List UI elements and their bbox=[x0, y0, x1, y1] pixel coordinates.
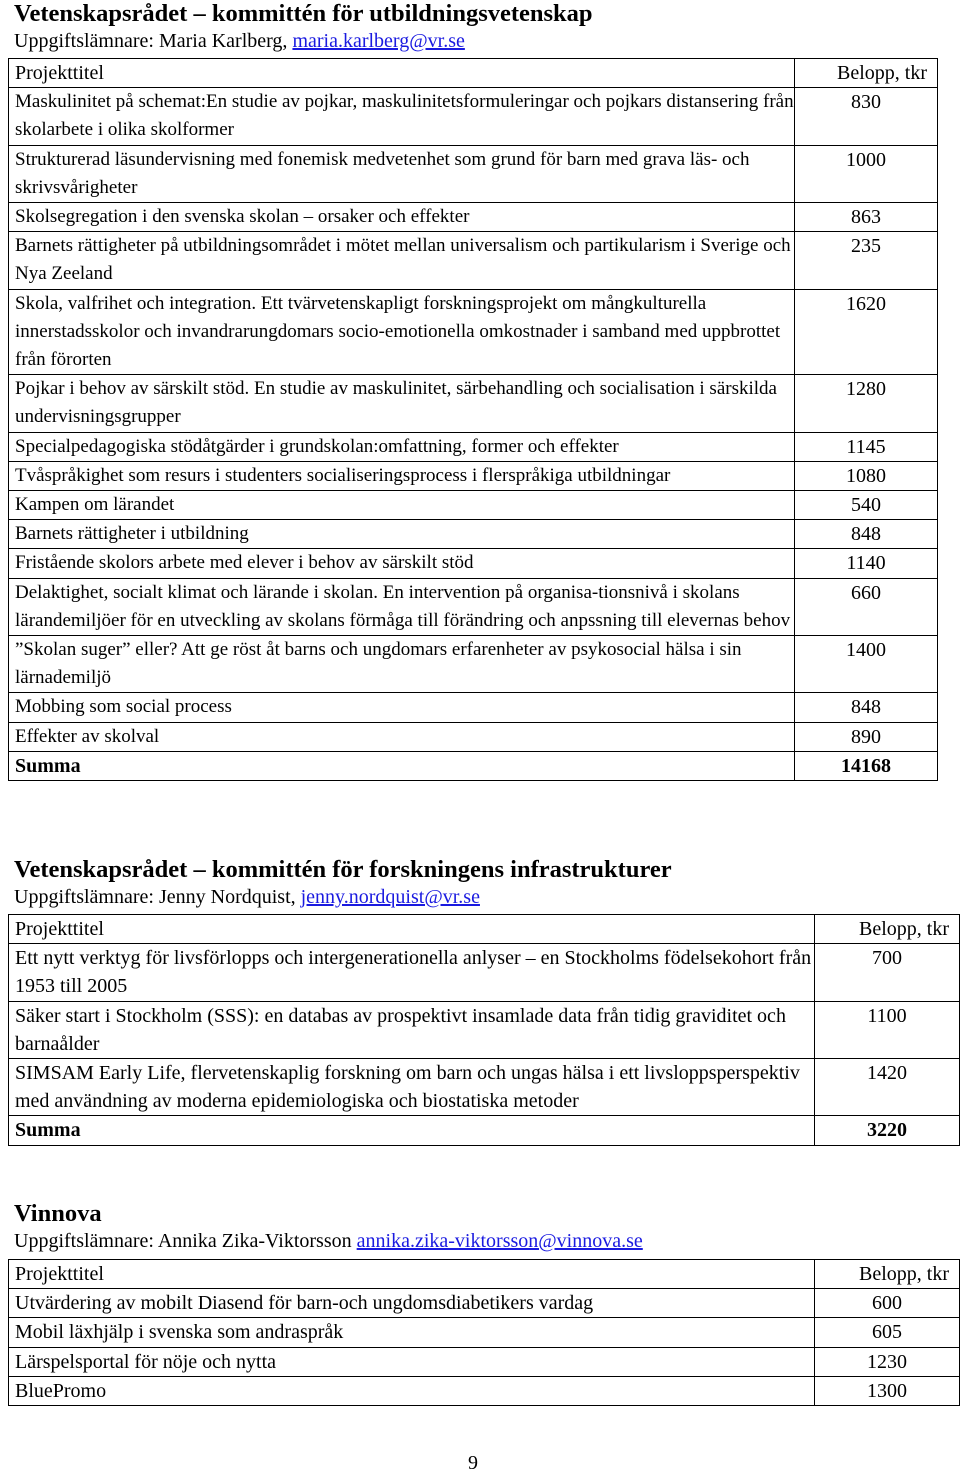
project-title: Fristående skolors arbete med elever i behov av särskilt stöd bbox=[9, 549, 795, 578]
section-vr-utbildningsvetenskap bbox=[14, 0, 593, 54]
informant-line bbox=[14, 28, 593, 54]
header-title: Projekttitel bbox=[9, 915, 815, 944]
project-amount: 1145 bbox=[795, 432, 938, 461]
project-title: Barnets rättigheter i utbildning bbox=[9, 520, 795, 549]
informant-label: Uppgiftslämnare: Maria Karlberg, bbox=[14, 30, 293, 52]
project-title: Ett nytt verktyg för livsförlopps och intergenerationella anlyser – en Stockholms födelsekohort från 1953 till 2005 bbox=[9, 944, 815, 1001]
section-vinnova bbox=[14, 1200, 643, 1254]
table-row bbox=[9, 549, 938, 578]
project-title: BluePromo bbox=[9, 1376, 815, 1405]
table-row bbox=[9, 145, 938, 202]
project-amount: 600 bbox=[815, 1289, 960, 1318]
table-row bbox=[9, 693, 938, 722]
projects-table-3 bbox=[8, 1259, 960, 1406]
header-amount: Belopp, tkr bbox=[795, 59, 938, 88]
project-title: Barnets rättigheter på utbildningsområdet i mötet mellan universalism och partikularism i Sverige och Nya Zeeland bbox=[9, 232, 795, 289]
project-title: Kampen om lärandet bbox=[9, 491, 795, 520]
table-row bbox=[9, 375, 938, 432]
project-title: Strukturerad läsundervisning med fonemisk medvetenhet som grund för barn med grava läs- och skrivsvårigheter bbox=[9, 145, 795, 202]
table-row bbox=[9, 1347, 960, 1376]
project-amount: 848 bbox=[795, 520, 938, 549]
project-title: Tvåspråkighet som resurs i studenters socialiseringsprocess i flerspråkiga utbildningar bbox=[9, 461, 795, 490]
table-header-row bbox=[9, 1260, 960, 1289]
table-row bbox=[9, 944, 960, 1001]
header-title: Projekttitel bbox=[9, 59, 795, 88]
sum-label: Summa bbox=[9, 751, 795, 780]
project-amount: 1300 bbox=[815, 1376, 960, 1405]
table-row bbox=[9, 1318, 960, 1347]
section-vr-infrastrukturer bbox=[14, 856, 672, 910]
table-row bbox=[9, 203, 938, 232]
header-title: Projekttitel bbox=[9, 1260, 815, 1289]
project-title: SIMSAM Early Life, flervetenskaplig forskning om barn och ungas hälsa i ett livsloppsperspektiv med användning av moderna epidemiologiska och biostatiska metoder bbox=[9, 1059, 815, 1116]
informant-label: Uppgiftslämnare: Annika Zika-Viktorsson bbox=[14, 1230, 357, 1252]
table-row bbox=[9, 491, 938, 520]
email-link[interactable]: annika.zika-viktorsson@vinnova.se bbox=[356, 1230, 643, 1252]
project-title: Skolsegregation i den svenska skolan – orsaker och effekter bbox=[9, 203, 795, 232]
sum-row bbox=[9, 751, 938, 780]
table-row bbox=[9, 289, 938, 375]
table-row bbox=[9, 636, 938, 693]
project-title: Lärspelsportal för nöje och nytta bbox=[9, 1347, 815, 1376]
table-row bbox=[9, 1001, 960, 1058]
table-row bbox=[9, 722, 938, 751]
project-amount: 605 bbox=[815, 1318, 960, 1347]
project-title: Säker start i Stockholm (SSS): en databas av prospektivt insamlade data från tidig graviditet och barnaålder bbox=[9, 1001, 815, 1058]
project-title: ”Skolan suger” eller? Att ge röst åt barns och ungdomars erfarenheter av psykosocial hälsa i sin lärnademiljö bbox=[9, 636, 795, 693]
table-row bbox=[9, 432, 938, 461]
project-amount: 1140 bbox=[795, 549, 938, 578]
header-amount: Belopp, tkr bbox=[815, 915, 960, 944]
project-amount: 830 bbox=[795, 88, 938, 145]
project-amount: 1000 bbox=[795, 145, 938, 202]
project-amount: 1280 bbox=[795, 375, 938, 432]
sum-row bbox=[9, 1116, 960, 1145]
section-heading: Vinnova bbox=[14, 1200, 102, 1227]
project-title: Effekter av skolval bbox=[9, 722, 795, 751]
section-heading: Vetenskapsrådet – kommittén för forskningens infrastrukturer bbox=[14, 856, 672, 883]
project-title: Pojkar i behov av särskilt stöd. En studie av maskulinitet, särbehandling och socialisation i särskilda undervisningsgrupper bbox=[9, 375, 795, 432]
project-title: Maskulinitet på schemat:En studie av pojkar, maskulinitetsformuleringar och pojkars distansering från skolarbete i olika skolformer bbox=[9, 88, 795, 145]
project-amount: 1420 bbox=[815, 1059, 960, 1116]
table-header-row bbox=[9, 59, 938, 88]
project-amount: 235 bbox=[795, 232, 938, 289]
project-amount: 1620 bbox=[795, 289, 938, 375]
sum-amount: 3220 bbox=[815, 1116, 960, 1145]
table-row bbox=[9, 520, 938, 549]
project-title: Specialpedagogiska stödåtgärder i grundskolan:omfattning, former och effekter bbox=[9, 432, 795, 461]
sum-label: Summa bbox=[9, 1116, 815, 1145]
project-amount: 890 bbox=[795, 722, 938, 751]
table-row bbox=[9, 578, 938, 635]
project-amount: 1100 bbox=[815, 1001, 960, 1058]
project-title: Delaktighet, socialt klimat och lärande i skolan. En intervention på organisa-tionsnivå i skolans lärandemiljöer för en utveckling av skolans förmåga till förändring och anpssning till elevernas behov bbox=[9, 578, 795, 635]
email-link[interactable]: maria.karlberg@vr.se bbox=[292, 30, 465, 52]
email-link[interactable]: jenny.nordquist@vr.se bbox=[300, 886, 480, 908]
projects-table-1 bbox=[8, 58, 938, 781]
informant-line bbox=[14, 884, 672, 910]
page-number: 9 bbox=[468, 1452, 478, 1474]
projects-table-2 bbox=[8, 914, 960, 1146]
informant-label: Uppgiftslämnare: Jenny Nordquist, bbox=[14, 886, 301, 908]
project-amount: 660 bbox=[795, 578, 938, 635]
table-row bbox=[9, 1289, 960, 1318]
header-amount: Belopp, tkr bbox=[815, 1260, 960, 1289]
table-row bbox=[9, 88, 938, 145]
informant-line bbox=[14, 1228, 643, 1254]
project-title: Skola, valfrihet och integration. Ett tvärvetenskapligt forskningsprojekt om mångkulturella innerstadsskolor och invandrarungdomars socio-emotionella omkostnader i samband med uppbrottet från förorten bbox=[9, 289, 795, 375]
table-row bbox=[9, 461, 938, 490]
table-row bbox=[9, 232, 938, 289]
sum-amount: 14168 bbox=[795, 751, 938, 780]
project-amount: 1080 bbox=[795, 461, 938, 490]
table-row bbox=[9, 1376, 960, 1405]
project-amount: 1230 bbox=[815, 1347, 960, 1376]
table-header-row bbox=[9, 915, 960, 944]
project-title: Mobil läxhjälp i svenska som andraspråk bbox=[9, 1318, 815, 1347]
project-amount: 700 bbox=[815, 944, 960, 1001]
project-title: Utvärdering av mobilt Diasend för barn-och ungdomsdiabetikers vardag bbox=[9, 1289, 815, 1318]
section-heading: Vetenskapsrådet – kommittén för utbildningsvetenskap bbox=[14, 0, 593, 27]
table-row bbox=[9, 1059, 960, 1116]
project-amount: 848 bbox=[795, 693, 938, 722]
project-amount: 540 bbox=[795, 491, 938, 520]
project-amount: 863 bbox=[795, 203, 938, 232]
project-amount: 1400 bbox=[795, 636, 938, 693]
project-title: Mobbing som social process bbox=[9, 693, 795, 722]
